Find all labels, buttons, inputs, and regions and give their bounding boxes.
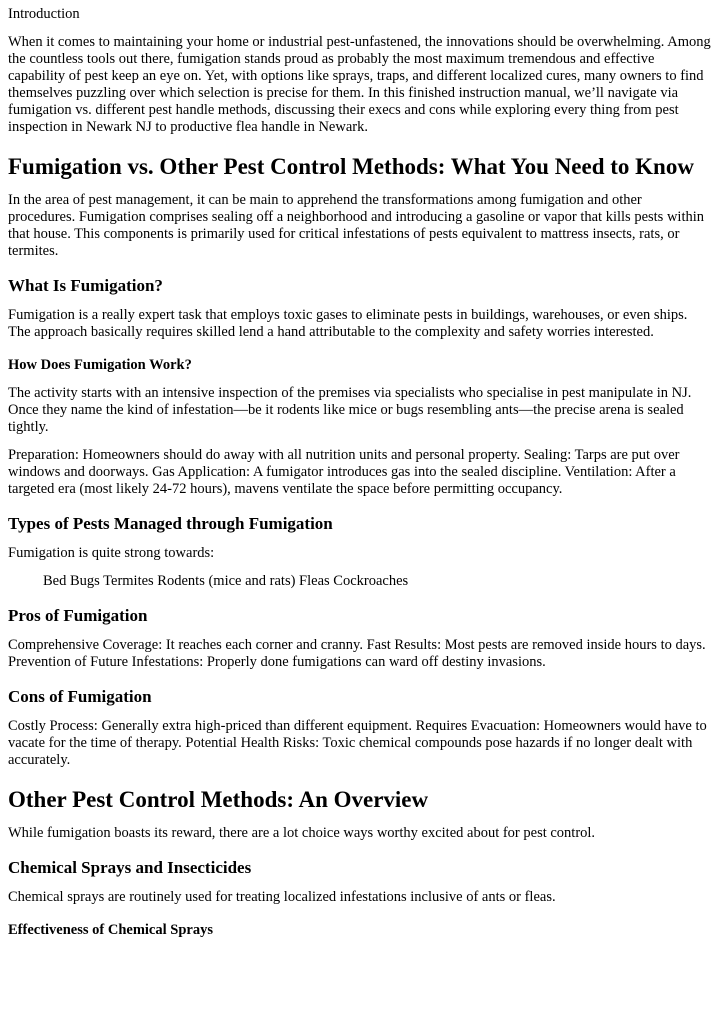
paragraph-cons: Costly Process: Generally extra high-priced than different equipment. Requires Evacuation: Homeowners would have to vacate for the time of therapy. Potential Health Risks: Toxic chemical compounds pose hazards if no longer dealt with accurately. <box>8 718 707 768</box>
section-paragraph-fumigation-vs-other: In the area of pest management, it can be main to apprehend the transformations among fumigation and other procedures. Fumigation comprises sealing off a neighborhood and introducing a gasoline or vapor that kills pests within that house. This components is primarily used for critical infestations of pests equivalent to mattress insects, rats, or termites. <box>8 192 704 259</box>
subheading-cons-of-fumigation: Cons of Fumigation <box>8 687 152 706</box>
subheading-chemical-sprays: Chemical Sprays and Insecticides <box>8 858 252 877</box>
subheading-what-is-fumigation: What Is Fumigation? <box>8 276 163 295</box>
paragraph-how-works-2: Preparation: Homeowners should do away with all nutrition units and personal property. Sealing: Tarps are put over windows and doorways. Gas Application: A fumigator introduces gas into the sealed discipline. Ventilation: After a targeted era (most likely 24-72 hours), mavens ventilate the space before permitting occupancy. <box>8 447 680 497</box>
pest-list: Bed Bugs Termites Rodents (mice and rats) Fleas Cockroaches <box>43 573 409 589</box>
subheading-how-does-fumigation-work: How Does Fumigation Work? <box>8 357 192 373</box>
paragraph-types-of-pests: Fumigation is quite strong towards: <box>8 545 215 561</box>
intro-paragraph: When it comes to maintaining your home or industrial pest-unfastened, the innovations should be overwhelming. Among the countless tools out there, fumigation stands proud as probably the most maximum tremendous and effective capability of pest keep an eye on. Yet, with options like sprays, traps, and different localized cures, many owners to find themselves puzzling over which selection is precise for them. In this finished instruction manual, we’ll navigate via fumigation vs. different pest handle methods, discussing their execs and cons while exploring every thing from pest inspection in Newark NJ to productive flea handle in Newark. <box>8 34 711 135</box>
intro-label: Introduction <box>8 6 80 22</box>
section-heading-fumigation-vs-other: Fumigation vs. Other Pest Control Methods: What You Need to Know <box>8 154 694 179</box>
paragraph-chemical-sprays: Chemical sprays are routinely used for treating localized infestations inclusive of ants or fleas. <box>8 889 556 905</box>
paragraph-what-is-fumigation: Fumigation is a really expert task that employs toxic gases to eliminate pests in buildings, warehouses, or even ships. The approach basically requires skilled lend a hand attributable to the complexity and safety worries interested. <box>8 307 688 340</box>
section-heading-other-methods: Other Pest Control Methods: An Overview <box>8 787 429 812</box>
subheading-effectiveness-of-sprays: Effectiveness of Chemical Sprays <box>8 922 213 938</box>
subheading-types-of-pests: Types of Pests Managed through Fumigation <box>8 514 333 533</box>
subheading-pros-of-fumigation: Pros of Fumigation <box>8 606 148 625</box>
paragraph-other-methods: While fumigation boasts its reward, there are a lot choice ways worthy excited about for pest control. <box>8 825 596 841</box>
paragraph-how-works-1: The activity starts with an intensive inspection of the premises via specialists who specialise in pest manipulate in NJ. Once they name the kind of infestation—be it rodents like mice or bugs resembling ants—the precise arena is sealed tightly. <box>8 385 692 435</box>
paragraph-pros: Comprehensive Coverage: It reaches each corner and cranny. Fast Results: Most pests are removed inside hours to days. Prevention of Future Infestations: Properly done fumigations can ward off destiny invasions. <box>8 637 706 670</box>
